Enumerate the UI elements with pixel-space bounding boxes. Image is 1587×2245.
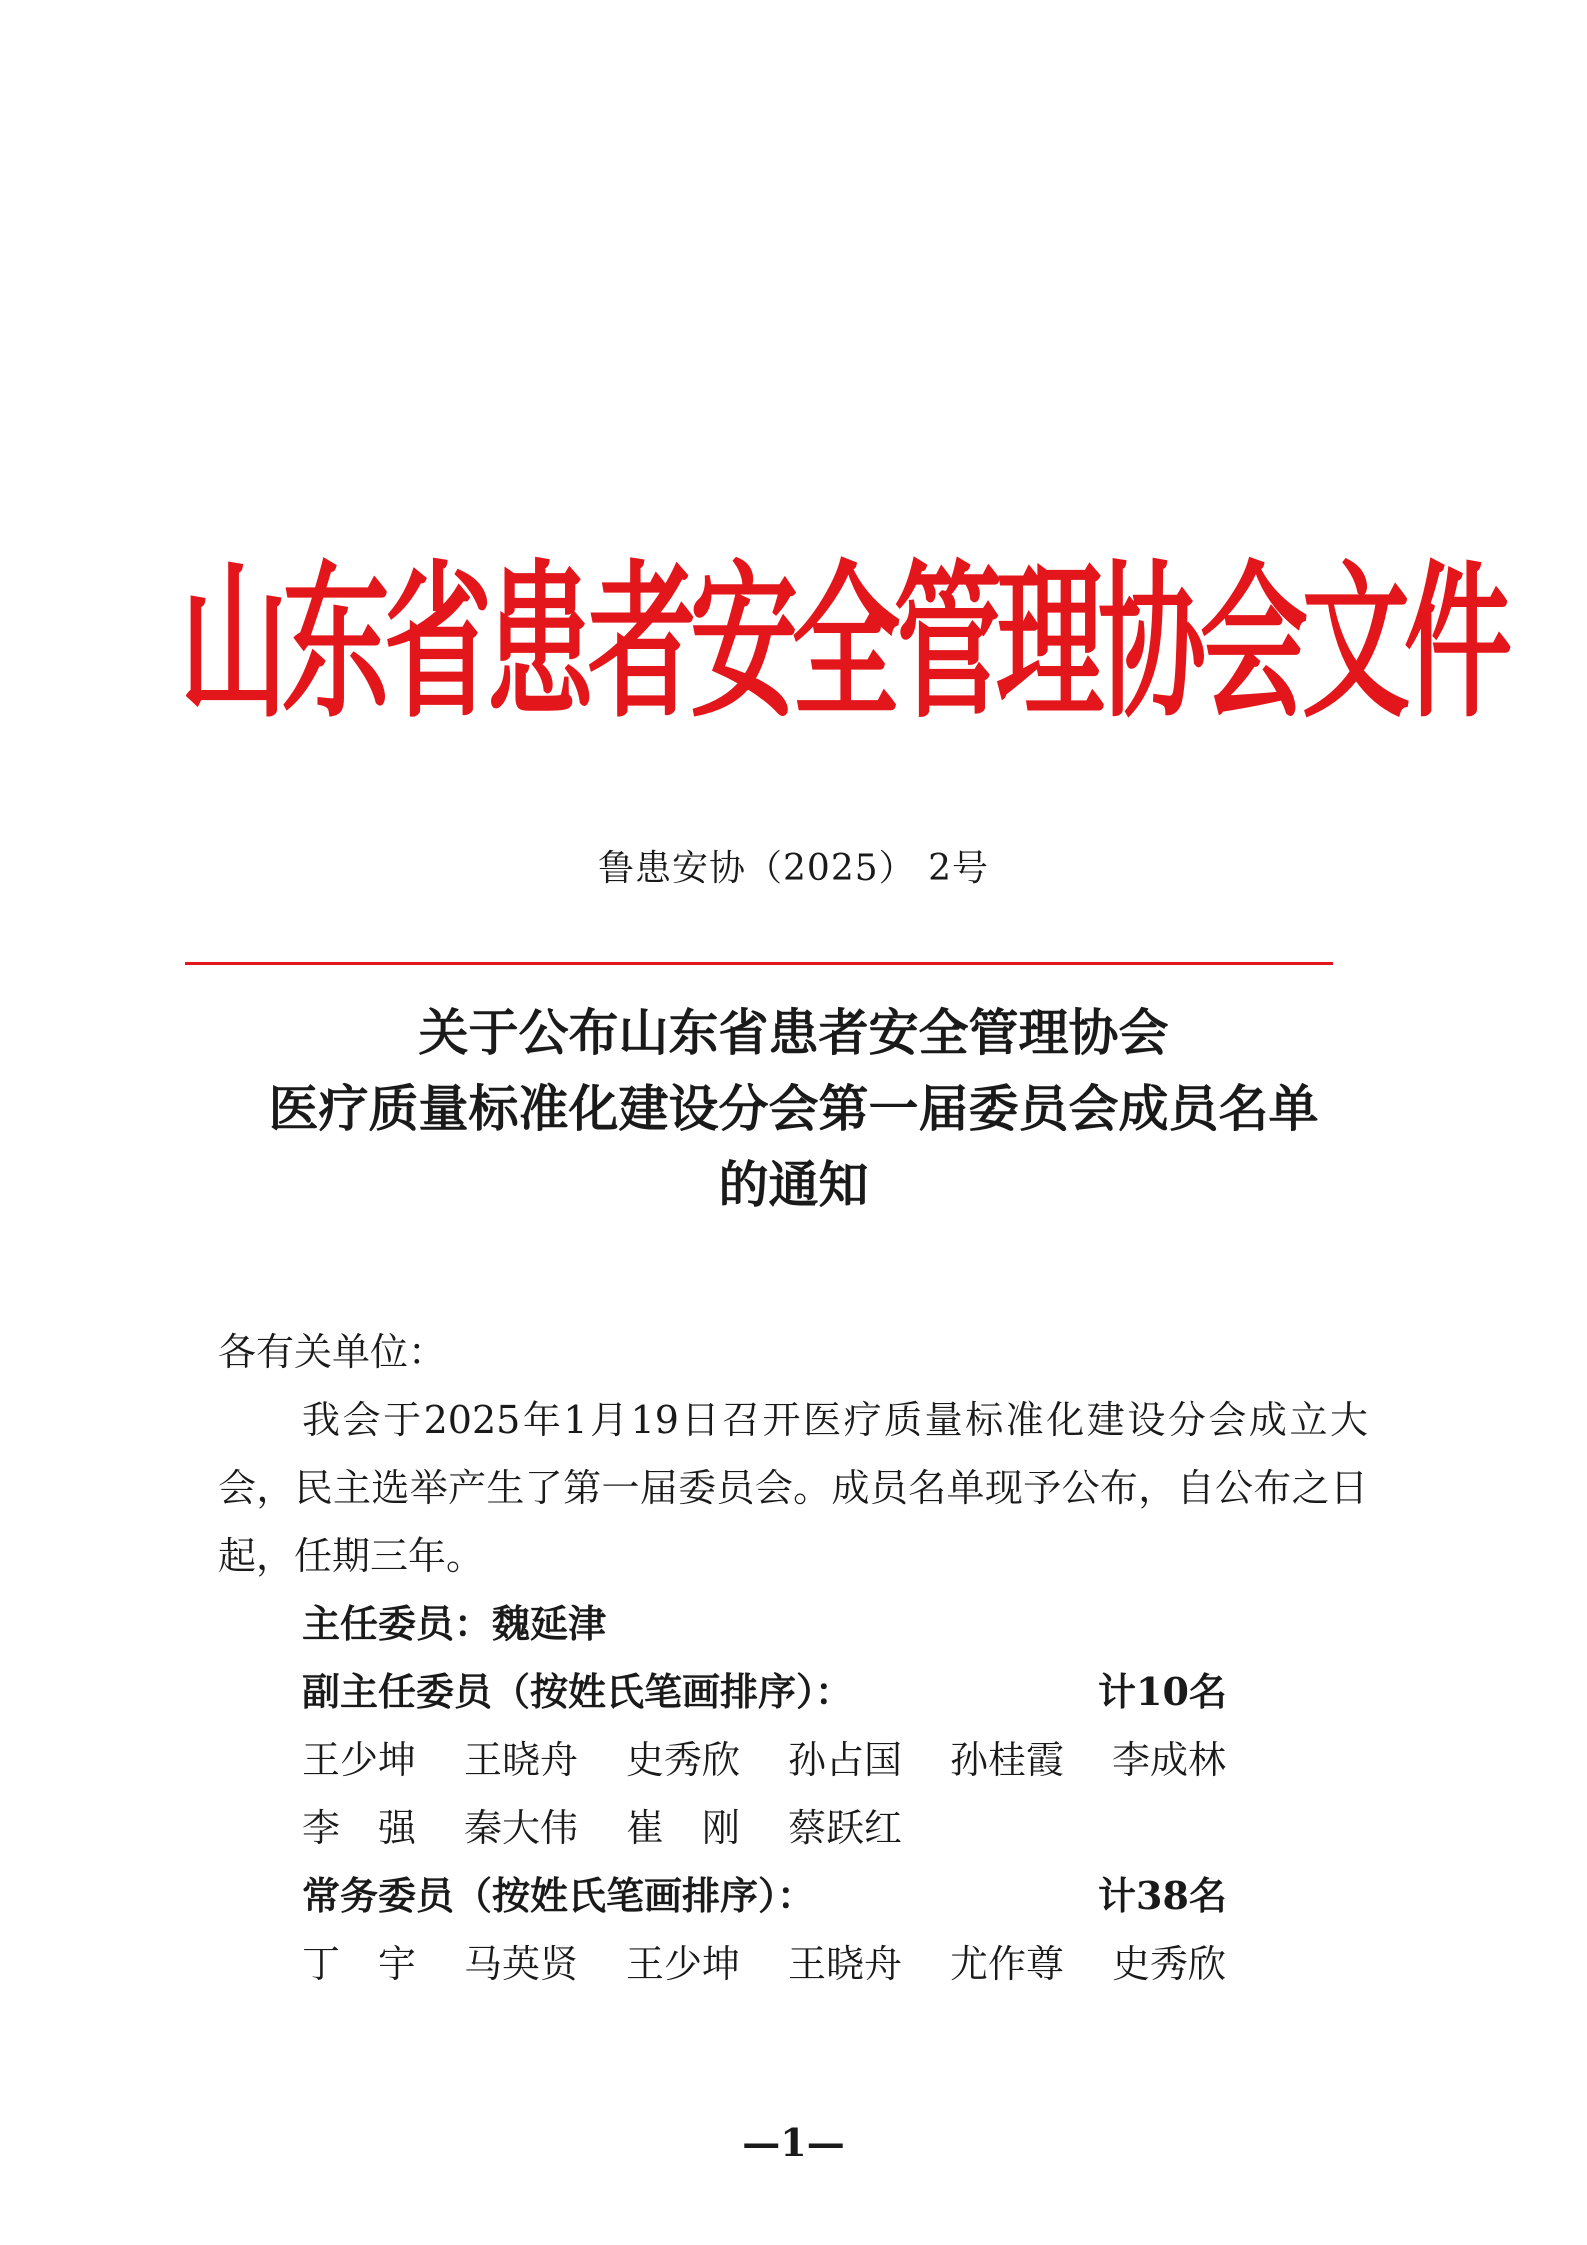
standing-members-heading bbox=[218, 1862, 1368, 1930]
standing-members-label: 常务委员（按姓氏笔画排序）： bbox=[302, 1873, 816, 1918]
name-item: 孙桂霞 bbox=[950, 1738, 1065, 1782]
red-divider-line bbox=[185, 962, 1333, 965]
name-item: 王少坤 bbox=[626, 1942, 741, 1986]
name-item: 王晓舟 bbox=[464, 1738, 579, 1782]
name-item: 王少坤 bbox=[302, 1738, 417, 1782]
vice-chairs-names-row-2 bbox=[218, 1794, 1368, 1862]
notice-body bbox=[218, 1318, 1368, 1998]
chair-line: 主任委员：魏延津 bbox=[302, 1601, 607, 1646]
vice-chairs-heading bbox=[218, 1658, 1368, 1726]
name-item: 崔 刚 bbox=[626, 1806, 741, 1850]
standing-members-names-row-1 bbox=[218, 1930, 1368, 1998]
addressee: 各有关单位： bbox=[218, 1330, 447, 1374]
name-item: 丁 宇 bbox=[302, 1942, 417, 1986]
vice-chairs-names-row-1 bbox=[218, 1726, 1368, 1794]
org-document-header: 山东省患者安全管理协会文件 bbox=[180, 547, 1507, 742]
name-item: 孙占国 bbox=[788, 1738, 903, 1782]
name-item: 尤作尊 bbox=[950, 1942, 1065, 1986]
notice-title bbox=[0, 995, 1587, 1223]
name-item: 秦大伟 bbox=[464, 1806, 579, 1850]
name-item: 王晓舟 bbox=[788, 1942, 903, 1986]
name-item: 李成林 bbox=[1112, 1738, 1227, 1782]
notice-title-line-2: 医疗质量标准化建设分会第一届委员会成员名单 bbox=[268, 1080, 1319, 1138]
name-item: 史秀欣 bbox=[626, 1738, 741, 1782]
name-item: 马英贤 bbox=[464, 1942, 579, 1986]
name-item: 蔡跃红 bbox=[788, 1806, 903, 1850]
body-paragraph: 我会于2025年1月19日召开医疗质量标准化建设分会成立大会，民主选举产生了第一届委员会。成员名单现予公布，自公布之日起，任期三年。 bbox=[218, 1398, 1368, 1578]
notice-title-line-3: 的通知 bbox=[718, 1156, 869, 1214]
notice-title-line-1: 关于公布山东省患者安全管理协会 bbox=[418, 1004, 1169, 1062]
name-item: 史秀欣 bbox=[1112, 1942, 1227, 1986]
vice-chairs-label: 副主任委员（按姓氏笔画排序）： bbox=[302, 1669, 854, 1714]
vice-chairs-count: 计10名 bbox=[1098, 1669, 1227, 1714]
page-number: —1— bbox=[742, 2120, 845, 2165]
standing-members-count: 计38名 bbox=[1098, 1873, 1227, 1918]
document-number: 鲁患安协（2025） 2号 bbox=[598, 848, 989, 889]
name-item: 李 强 bbox=[302, 1806, 417, 1850]
